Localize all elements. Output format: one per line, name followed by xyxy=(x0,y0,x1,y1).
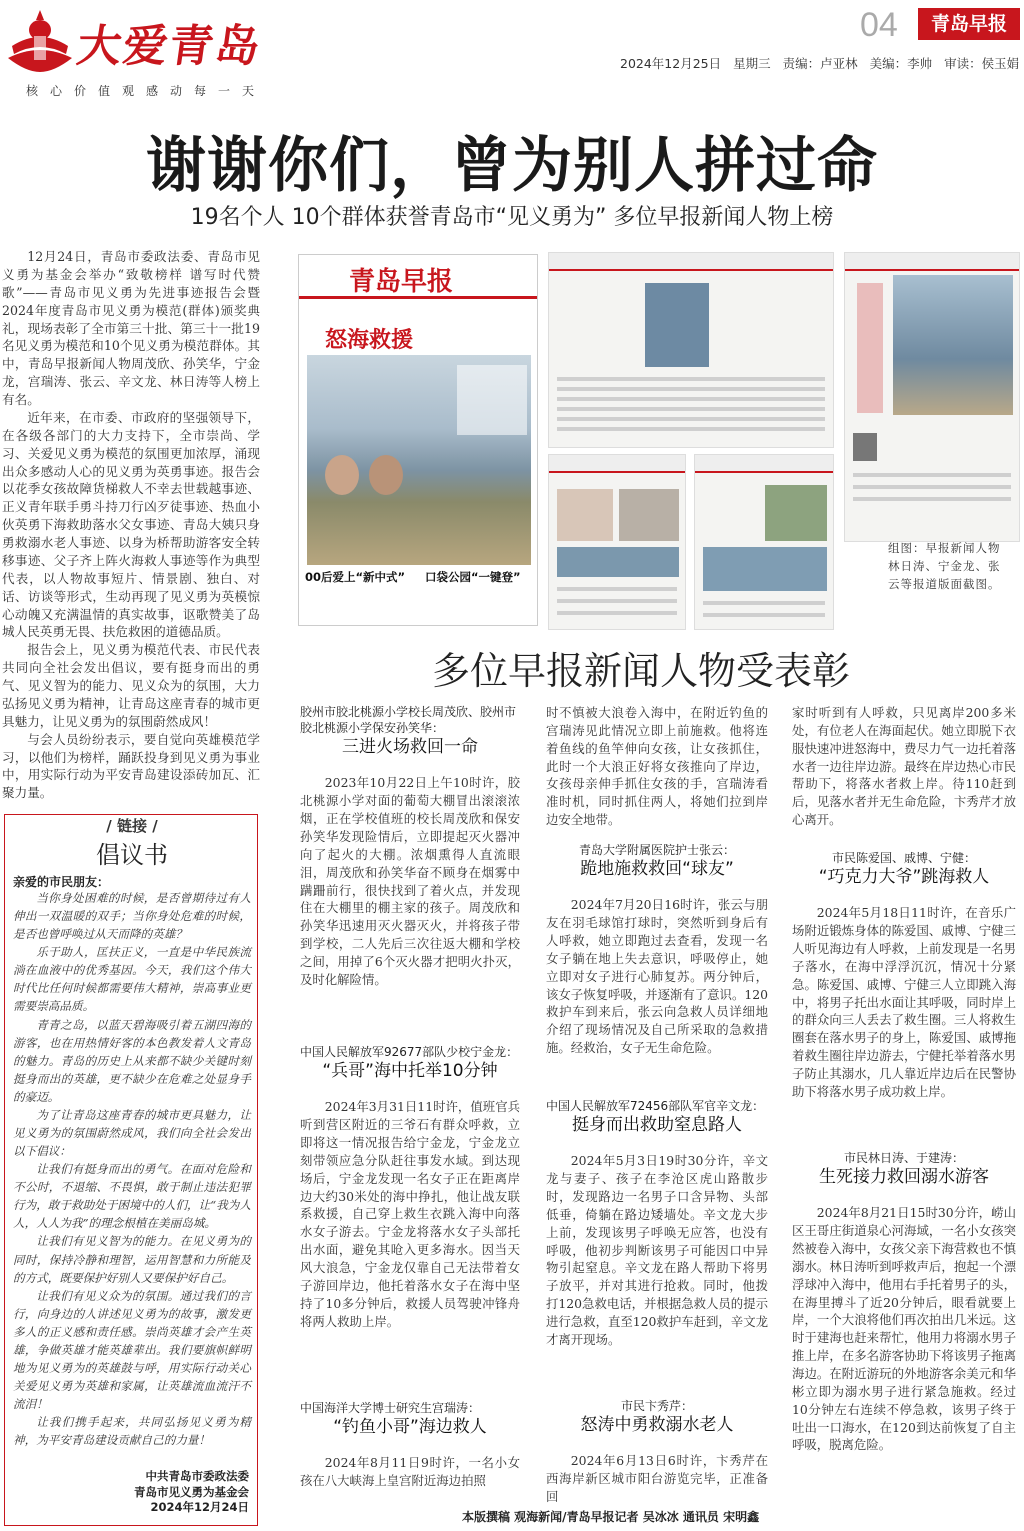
story-body: 家时听到有人呼救，只见离岸200多米处，有位老人在海面起伏。她立即脱下衣服快速冲进怒海中，费尽力气一边托着落水者一边往岸边游。最终在岸边热心市民帮助下，将落水者救上岸。待110赶到后，见落水者并无生命危险，卞秀芹才放心离开。 xyxy=(792,705,1016,828)
story-kicker: 中国人民解放军72456部队军官辛文龙： xyxy=(546,1099,765,1113)
story-body: 2023年10月22日上午10时许，胶北桃源小学对面的葡萄大棚冒出滚滚浓烟，正在学校值班的校长周茂欣和保安孙笑华发现险情后，立即提起灭火器冲向了起火的大棚。浓烟熏得人直流眼泪，周茂欣和孙笑华奋不顾身在烟雾中蹒跚前行，很快找到了着火点，并发现住在大棚里的棚主家的孩子。周茂欣和孙笑华迅速用灭火器灭火，并将孩子带到学校，二人先后三次往返大棚和学校之间，用掉了6个灭火器才把明火扑灭，及时化解险情。 xyxy=(300,775,520,987)
story-block xyxy=(546,704,768,829)
date: 2024年12月25日 xyxy=(620,56,722,71)
story-kicker: 市民陈爱国、戚博、宁健： xyxy=(831,851,976,865)
letter-greeting: 亲爱的市民朋友： xyxy=(13,875,110,889)
letter-paragraph: 让我们有挺身而出的勇气。在面对危险和不公时，不退缩、不畏惧，敢于制止违法犯罪行为，敢于救助处于困境中的人们，让“我为人人，人人为我”的理念根植在美丽岛城。 xyxy=(13,1162,251,1231)
newspaper-clipping xyxy=(548,252,834,448)
section-title: 多位早报新闻人物受表彰 xyxy=(432,649,851,693)
front-page-teaser: 口袋公园“一键登” xyxy=(425,570,521,584)
masthead-title: 大爱青岛 xyxy=(73,21,265,72)
byline-footer: 本版撰稿 观海新闻/青岛早报记者 吴冰冰 通讯员 宋明鑫 xyxy=(462,1510,760,1524)
front-page-title: 青岛早报 xyxy=(349,267,454,297)
letter-paragraph: 让我们有见义智为的能力。在见义勇为的同时，保持冷静和理智，运用智慧和力所能及的方式，既要保护好别人又要保护好自己。 xyxy=(13,1234,251,1285)
story-body: 2024年5月18日11时许，在音乐广场附近锻炼身体的陈爱国、戚博、宁健三人听见海边有人呼救，上前发现是一名男子落水，在海中浮浮沉沉，情况十分紧急。陈爱国、戚博、宁健三人立即跳入海中，将男子托出水面让其呼吸，同时岸上的群众向三人丢去了救生圈。三人将救生圈套在落水男子的身上，陈爱国、戚博拖着救生圈往岸边游去，宁健托举着落水男子防止其溺水，几人靠近岸边后在民警协助下将落水男子成功救上岸。 xyxy=(792,905,1016,1099)
story-kicker: 青岛大学附属医院护士张云： xyxy=(578,843,735,857)
signature-line: 青岛市见义勇为基金会 xyxy=(134,1484,249,1499)
story-body: 2024年8月11日9时许，一名小女孩在八大峡海上皇宫附近海边拍照 xyxy=(300,1455,520,1489)
intro-article xyxy=(2,248,260,802)
story-block xyxy=(546,1398,768,1506)
story-title: 怒涛中勇救溺水老人 xyxy=(580,1415,734,1436)
story-body: 2024年6月13日6时许，卞秀芹在西海岸新区城市阳台游览完毕，正准备回 xyxy=(546,1453,768,1504)
initiative-letter-box xyxy=(4,814,258,1526)
letter-paragraph: 青青之岛，以蓝天碧海吸引着五湖四海的游客，也在用热情好客的本色教发着人文青岛的魅力。青岛的历史上从来都不缺少关键时刻挺身而出的英雄，更不缺少在危难之处显身手的豪迈。 xyxy=(13,1017,251,1104)
intro-paragraph: 与会人员纷纷表示，要自觉向英雄模范学习，以他们为榜样，踊跃投身到见义勇为事业中，用实际行动为平安青岛建设添砖加瓦、汇聚力量。 xyxy=(2,731,260,801)
story-title: 挺身而出救助窒息路人 xyxy=(572,1115,742,1136)
story-title: 三进火场救回一命 xyxy=(342,737,478,758)
main-headline: 谢谢你们，曾为别人拼过命 xyxy=(146,131,878,201)
front-page-teaser: 00后爱上“新中式” xyxy=(305,570,406,584)
dateline xyxy=(620,54,1024,72)
weekday: 星期三 xyxy=(733,56,771,71)
front-page-clipping xyxy=(298,254,538,626)
story-title: “钓鱼小哥”海边救人 xyxy=(333,1417,487,1438)
newspaper-clipping xyxy=(548,454,686,630)
story-body: 2024年5月3日19时30分许，辛文龙与妻子、孩子在李沧区虎山路散步时，发现路边一名男子口含异物、头部低垂，倚躺在路边矮墙处。辛文龙大步上前，发现该男子呼唤无应答，也没有呼吸，他初步判断该男子可能因口中异物引起窒息。辛文龙在路人帮助下将男子放平，并对其进行抢救。同时，他拨打120急救电话，并根据急救人员的提示进行急救，直至120救护车赶到，辛文龙才离开现场。 xyxy=(546,1153,768,1347)
editor-credit: 责编：卢亚林 xyxy=(782,56,858,71)
newspaper-clipping xyxy=(844,252,1020,542)
letter-body xyxy=(13,889,251,1449)
story-body: 2024年8月21日15时30分许，崂山区王哥庄街道泉心河海域，一名小女孩突然被卷入海中，女孩父亲下海营救也不慎溺水。林日涛听到呼救声后，抱起一个漂浮球冲入海中，他用右手托着男子的头，在海里搏斗了近20分钟后，眼看就要上岸，一个大浪将他们再次拍出几米远。这时于建海也赶来帮忙，他用力将溺水男子推上岸，在多名游客协助下将该男子拖离海边。在附近游玩的外地游客余美元和华彬立即为溺水男子进行紧急施救。经过10分钟左右连续不停急救，该男子终于吐出一口海水，在120到达前恢复了自主呼吸，脱离危险。 xyxy=(792,1205,1016,1453)
paper-logo: 青岛早报 xyxy=(918,8,1020,40)
portrait-photo xyxy=(325,455,359,495)
letter-paragraph: 让我们携手起来，共同弘扬见义勇为精神，为平安青岛建设贡献自己的力量！ xyxy=(13,1415,251,1448)
signature-date: 2024年12月24日 xyxy=(150,1500,249,1515)
photo-text-overlay xyxy=(457,365,527,435)
story-kicker: 胶州市胶北桃源小学校长周茂欣、胶州市胶北桃源小学保安孙笑华： xyxy=(300,705,517,736)
designer-credit: 美编：李帅 xyxy=(869,56,933,71)
portrait-photo xyxy=(369,455,403,495)
letter-paragraph: 让我们有见义众为的氛围。通过我们的言行，向身边的人讲述见义勇为的故事，激发更多人的正义感和责任感。崇尚英雄才会产生英雄，争做英雄才能英雄辈出。我们要旗帜鲜明地为见义勇为的英雄鼓与呼，用实际行动关心关爱见义勇为英雄和家属，让英雄流血流汗不流泪！ xyxy=(13,1288,251,1412)
letter-signature xyxy=(134,1469,249,1516)
story-body: 时不慎被大浪卷入海中，在附近钓鱼的宫瑞涛见此情况立即上前施救。他将连着鱼线的鱼竿伸向女孩，让女孩抓住，此时一个大浪正好将女孩推向了岸边，女孩母亲伸手抓住女孩的手，宫瑞涛看准时机，同时抓住两人，将她们拉到岸边安全地带。 xyxy=(546,705,768,828)
masthead-slogan: 核心价值观感动每一天 xyxy=(26,84,267,98)
intro-paragraph: 12月24日，青岛市委政法委、青岛市见义勇为基金会举办“致敬榜样 谱写时代赞歌”——青岛市见义勇为先进事迹报告会暨2024年度青岛市见义勇为模范(群体)颁奖典礼，现场表彰了全市第三十批、第三十一批19名见义勇为模范和10个见义勇为模范群体。其中，青岛早报新闻人物周茂欣、孙笑华，宁金龙，宫瑞涛、张云、辛文龙、林日涛等人榜上有名。 xyxy=(2,249,260,407)
story-kicker: 中国人民解放军92677部队少校宁金龙： xyxy=(300,1045,519,1059)
story-block xyxy=(300,1400,520,1490)
intro-paragraph: 近年来，在市委、市政府的坚强领导下，在各级各部门的大力支持下，全市崇尚、学习、关爱见义勇为模范的氛围更加浓厚，涌现出众多感动人心的见义勇为英勇事迹。报告会以花季女孩故障货梯救人不幸去世载越事迹、正义青年联手勇斗持刀行凶歹徒事迹、热血小伙英勇下海救助落水父女事迹、青岛大姨只身勇救溺水老人事迹、以身为桥帮助游客安全转移事迹、父子齐上阵火海救人事迹等作为典型代表，以人物故事短片、情景剧、独白、对话、访谈等形式，生动再现了见义勇为英模惊心动魄又充满温情的真实故事，讴歌赞美了岛城人民英勇无畏、扶危救困的道德品质。 xyxy=(2,409,260,640)
collage-caption: 组图：早报新闻人物林日涛、宁金龙、张云等报道版面截图。 xyxy=(888,541,1001,591)
story-kicker: 市民林日涛、于建涛： xyxy=(843,1151,964,1165)
front-page-headline: 怒海救援 xyxy=(325,328,414,353)
intro-paragraph: 报告会上，见义勇为模范代表、市民代表共同向全社会发出倡议，要有挺身而出的勇气、见义智为的能力、见义众为的氛围，大力弘扬见义勇为精神，让青岛这座青春的城市更具魅力，让见义勇为的氛围蔚然成风！ xyxy=(2,642,260,729)
newspaper-clipping xyxy=(694,454,834,630)
letter-title: 倡议书 xyxy=(96,841,168,869)
story-kicker: 中国海洋大学博士研究生宫瑞涛： xyxy=(300,1401,481,1415)
page-number: 04 xyxy=(860,6,898,44)
letter-paragraph: 乐于助人，匡扶正义，一直是中华民族流淌在血液中的优秀基因。今天，我们这个伟大时代比任何时候都需要伟大精神，崇高事业更需要崇高品质。 xyxy=(13,945,251,1014)
letter-paragraph: 为了让青岛这座青春的城市更具魅力，让见义勇为的氛围蔚然成风，我们向全社会发出以下倡议： xyxy=(13,1107,251,1159)
story-title: 生死接力救回溺水游客 xyxy=(819,1167,989,1188)
story-block xyxy=(300,704,520,989)
story-title: “兵哥”海中托举10分钟 xyxy=(322,1061,498,1082)
story-body: 2024年7月20日16时许，张云与朋友在羽毛球馆打球时，突然听到身后有人呼救，她立即跑过去查看，发现一名女子躺在地上失去意识，呼吸停止，她立即对女子进行心肺复苏。两分钟后，该女子恢复呼吸，并逐渐有了意识。120救护车到来后，张云向急救人员详细地介绍了现场情况及自己所采取的急救措施。经救治，女子无生命危险。 xyxy=(546,897,768,1056)
sub-headline: 19名个人 10个群体获誉青岛市“见义勇为” 多位早报新闻人物上榜 xyxy=(190,205,834,230)
story-title: “巧克力大爷”跳海救人 xyxy=(818,867,990,888)
rescue-photo xyxy=(307,355,531,565)
story-title: 跪地施救救回“球友” xyxy=(580,859,734,880)
story-body: 2024年3月31日11时许，值班官兵听到营区附近的三爷石有群众呼救，立即将这一情况报告给宁金龙，宁金龙立刻带领应急分队赶往事发水域。到达现场后，宁金龙发现一名女子正在距离岸边大约30米处的海中挣扎，他让战友联系救援，自己穿上救生衣跳入海中向落水女子游去。宁金龙将落水女子头部托出水面，避免其呛入更多海水。因当天风大浪急，宁金龙仅靠自己无法带着女子游回岸边，他托着落水女子在海中坚持了10多分钟后，救援人员驾驶冲锋舟将两人救助上岸。 xyxy=(300,1099,520,1329)
proofreader-credit: 审读：侯玉娟 xyxy=(944,56,1020,71)
link-label: / 链接 / xyxy=(106,817,158,835)
story-block xyxy=(792,850,1016,1101)
story-block xyxy=(792,704,1016,829)
story-block xyxy=(546,842,768,1057)
signature-line: 中共青岛市委政法委 xyxy=(145,1469,249,1483)
story-block xyxy=(792,1150,1016,1454)
story-block xyxy=(300,1044,520,1330)
story-block xyxy=(546,1098,768,1349)
story-kicker: 市民卞秀芹： xyxy=(620,1399,693,1413)
letter-paragraph: 当你身处困难的时候，是否曾期待过有人伸出一双温暖的双手；当你身处危难的时候，是否也曾呼唤过从天而降的英雄？ xyxy=(13,891,251,942)
city-emblem-icon xyxy=(4,6,76,76)
